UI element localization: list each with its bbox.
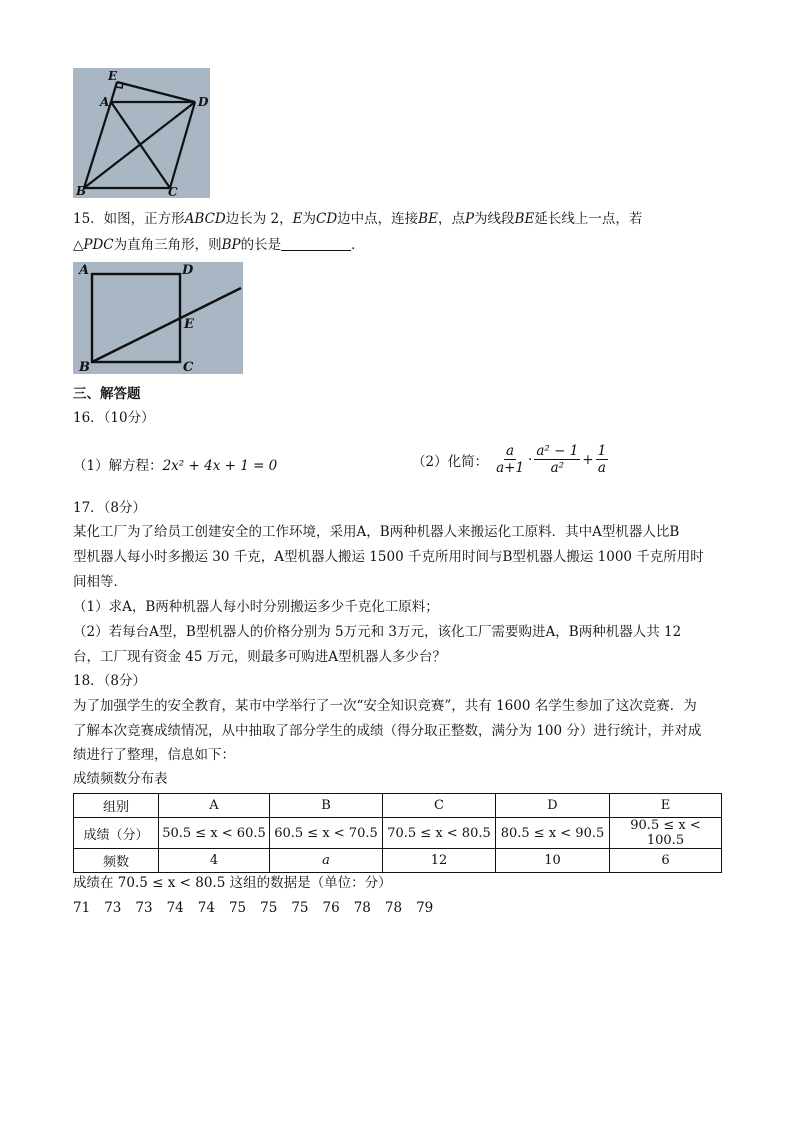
q16-fraction-2 [534,443,580,476]
fig15-line-be-extended [92,288,241,362]
q15-prefix: 15．如图，正方形 [73,211,185,227]
data-value: 73 [104,900,122,916]
data-value: 74 [197,900,215,916]
fig14-segment-ed [117,82,195,102]
q17-sub-2a: （2）若每台A型，B型机器人的价格分别为 5万元和 3万元，该化工厂需要购进A，B两种机器人共 12 [73,624,682,640]
fig15-label-d: D [182,263,194,278]
q18-data-caption: 成绩在 70.5 ≤ x < 80.5 这组的数据是（单位：分） [73,875,392,891]
q18-para-3: 绩进行了整理，信息如下： [73,747,235,763]
data-value: 74 [166,900,184,916]
data-value: 79 [416,900,434,916]
q15-be-2: BE [514,211,535,227]
table-cell: 组别 [74,794,159,818]
q15-line-2 [73,236,365,254]
q16-fraction-1-denominator: a+1 [496,460,525,476]
q15-line-1 [73,210,642,228]
q16-fraction-2-denominator: a² [550,460,565,476]
q15-text-3: 边中点，连接 [337,211,419,227]
q17-para-3: 间相等． [73,574,127,590]
figure-15-svg [73,262,243,374]
fig14-label-d: D [198,95,209,109]
q15-text-7: 为直角三角形，则 [113,237,222,253]
data-value: 75 [291,900,309,916]
q16-part-1-label: （1）解方程： [73,458,163,474]
table-cell: 12 [383,849,496,873]
q18-table-title: 成绩频数分布表 [73,771,168,787]
q16-plus-operator: + [582,451,594,468]
q18-para-2: 了解本次竞赛成绩情况，从中抽取了部分学生的成绩（得分取正整数，满分为 100 分）进行统计，并对成 [73,723,702,739]
q17-para-2: 型机器人每小时多搬运 30 千克，A型机器人搬运 1500 千克所用时间与B型机器人搬运 1000 千克所用时 [73,549,704,565]
figure-14-svg [73,68,210,198]
data-value: 73 [135,900,153,916]
q16-equation: 2x² + 4x + 1 = 0 [162,458,278,474]
table-cell: 80.5 ≤ x < 90.5 [496,818,610,849]
q17-para-1: 某化工厂为了给员工创建安全的工作环境，采用A，B两种机器人来搬运化工原料．其中A型机器人比B [73,524,680,540]
fig15-label-e: E [184,317,194,332]
q15-text-9: ． [351,237,365,253]
q15-text-1: 边长为 2， [225,211,293,227]
data-value: 78 [353,900,371,916]
data-value: 76 [322,900,340,916]
q16-part-2 [412,443,608,476]
q17-sub-2b: 台，工厂现有资金 45 万元，则最多可购进A型机器人多少台？ [73,649,447,665]
q17-header: 17．（8分） [73,500,147,516]
q15-triangle-symbol: △ [73,237,84,253]
table-cell: D [496,794,610,818]
q16-fraction-2-numerator: a² − 1 [536,443,579,459]
table-cell: 10 [496,849,610,873]
data-value: 75 [228,900,247,916]
q15-text-2: 为 [302,211,317,227]
q15-text-4: ，点 [437,211,465,227]
section-3-title: 三、解答题 [73,386,141,402]
table-cell: A [159,794,270,818]
q16-fraction-3-denominator: a [597,460,606,476]
table-cell: 70.5 ≤ x < 80.5 [383,818,496,849]
q16-header: 16．（10分） [73,410,155,426]
table-cell: a [270,849,383,873]
q18-para-1: 为了加强学生的安全教育，某市中学举行了一次“安全知识竞赛”，共有 1600 名学生参加了这次竞赛．为 [73,698,697,714]
table-score-row [74,818,722,849]
q15-text-5: 为线段 [474,211,515,227]
q15-e: E [292,211,303,227]
data-value: 75 [260,900,278,916]
table-cell: 90.5 ≤ x < 100.5 [610,818,722,849]
frequency-table [73,793,722,873]
fig14-label-b: B [76,184,87,198]
fig14-label-c: C [168,185,178,198]
q15-answer-blank [281,236,351,251]
q16-fraction-1-numerator: a [506,443,515,459]
table-cell: 4 [159,849,270,873]
table-header-row [74,794,722,818]
q16-fraction-3-numerator: 1 [597,443,607,459]
q16-fraction-1 [494,443,526,476]
fig14-diagonal-bd [84,102,195,188]
fig14-edge-dc [170,102,195,188]
table-cell: C [383,794,496,818]
fig14-edge-ba [84,102,111,188]
table-frequency-row [74,849,722,873]
fig15-label-c: C [183,360,194,374]
q15-abcd: ABCD [184,211,226,227]
table-cell: B [270,794,383,818]
data-value: 78 [384,900,403,916]
table-cell: 60.5 ≤ x < 70.5 [270,818,383,849]
q18-header: 18．（8分） [73,673,147,689]
fig14-label-e: E [108,69,118,83]
q15-p: P [464,211,475,227]
fig14-label-a: A [100,95,110,109]
table-cell: 频数 [74,849,159,873]
q15-be: BE [418,211,438,227]
fig15-label-b: B [79,360,90,374]
table-cell: 6 [610,849,722,873]
table-cell: E [610,794,722,818]
q16-fraction-3 [596,443,609,476]
q15-text-6: 延长线上一点，若 [534,211,643,227]
table-cell: 成绩（分） [74,818,159,849]
figure-15-square [73,262,243,374]
q18-data-values [73,899,447,917]
q17-sub-1: （1）求A，B两种机器人每小时分别搬运多少千克化工原料； [73,599,439,615]
table-cell: 50.5 ≤ x < 60.5 [159,818,270,849]
data-value: 71 [73,900,91,916]
q15-cd: CD [316,211,338,227]
fig15-label-a: A [79,263,90,278]
q16-dot-operator: · [528,451,533,468]
q15-text-8: 的长是 [240,237,282,253]
q16-part-2-label: （2）化简： [412,453,489,470]
figure-14-rhombus [73,68,210,198]
q15-pdc: PDC [83,237,114,253]
q15-bp: BP [221,237,241,253]
fig15-square [92,274,180,362]
q16-part-1 [73,454,277,474]
fig14-segment-ea [111,82,117,102]
